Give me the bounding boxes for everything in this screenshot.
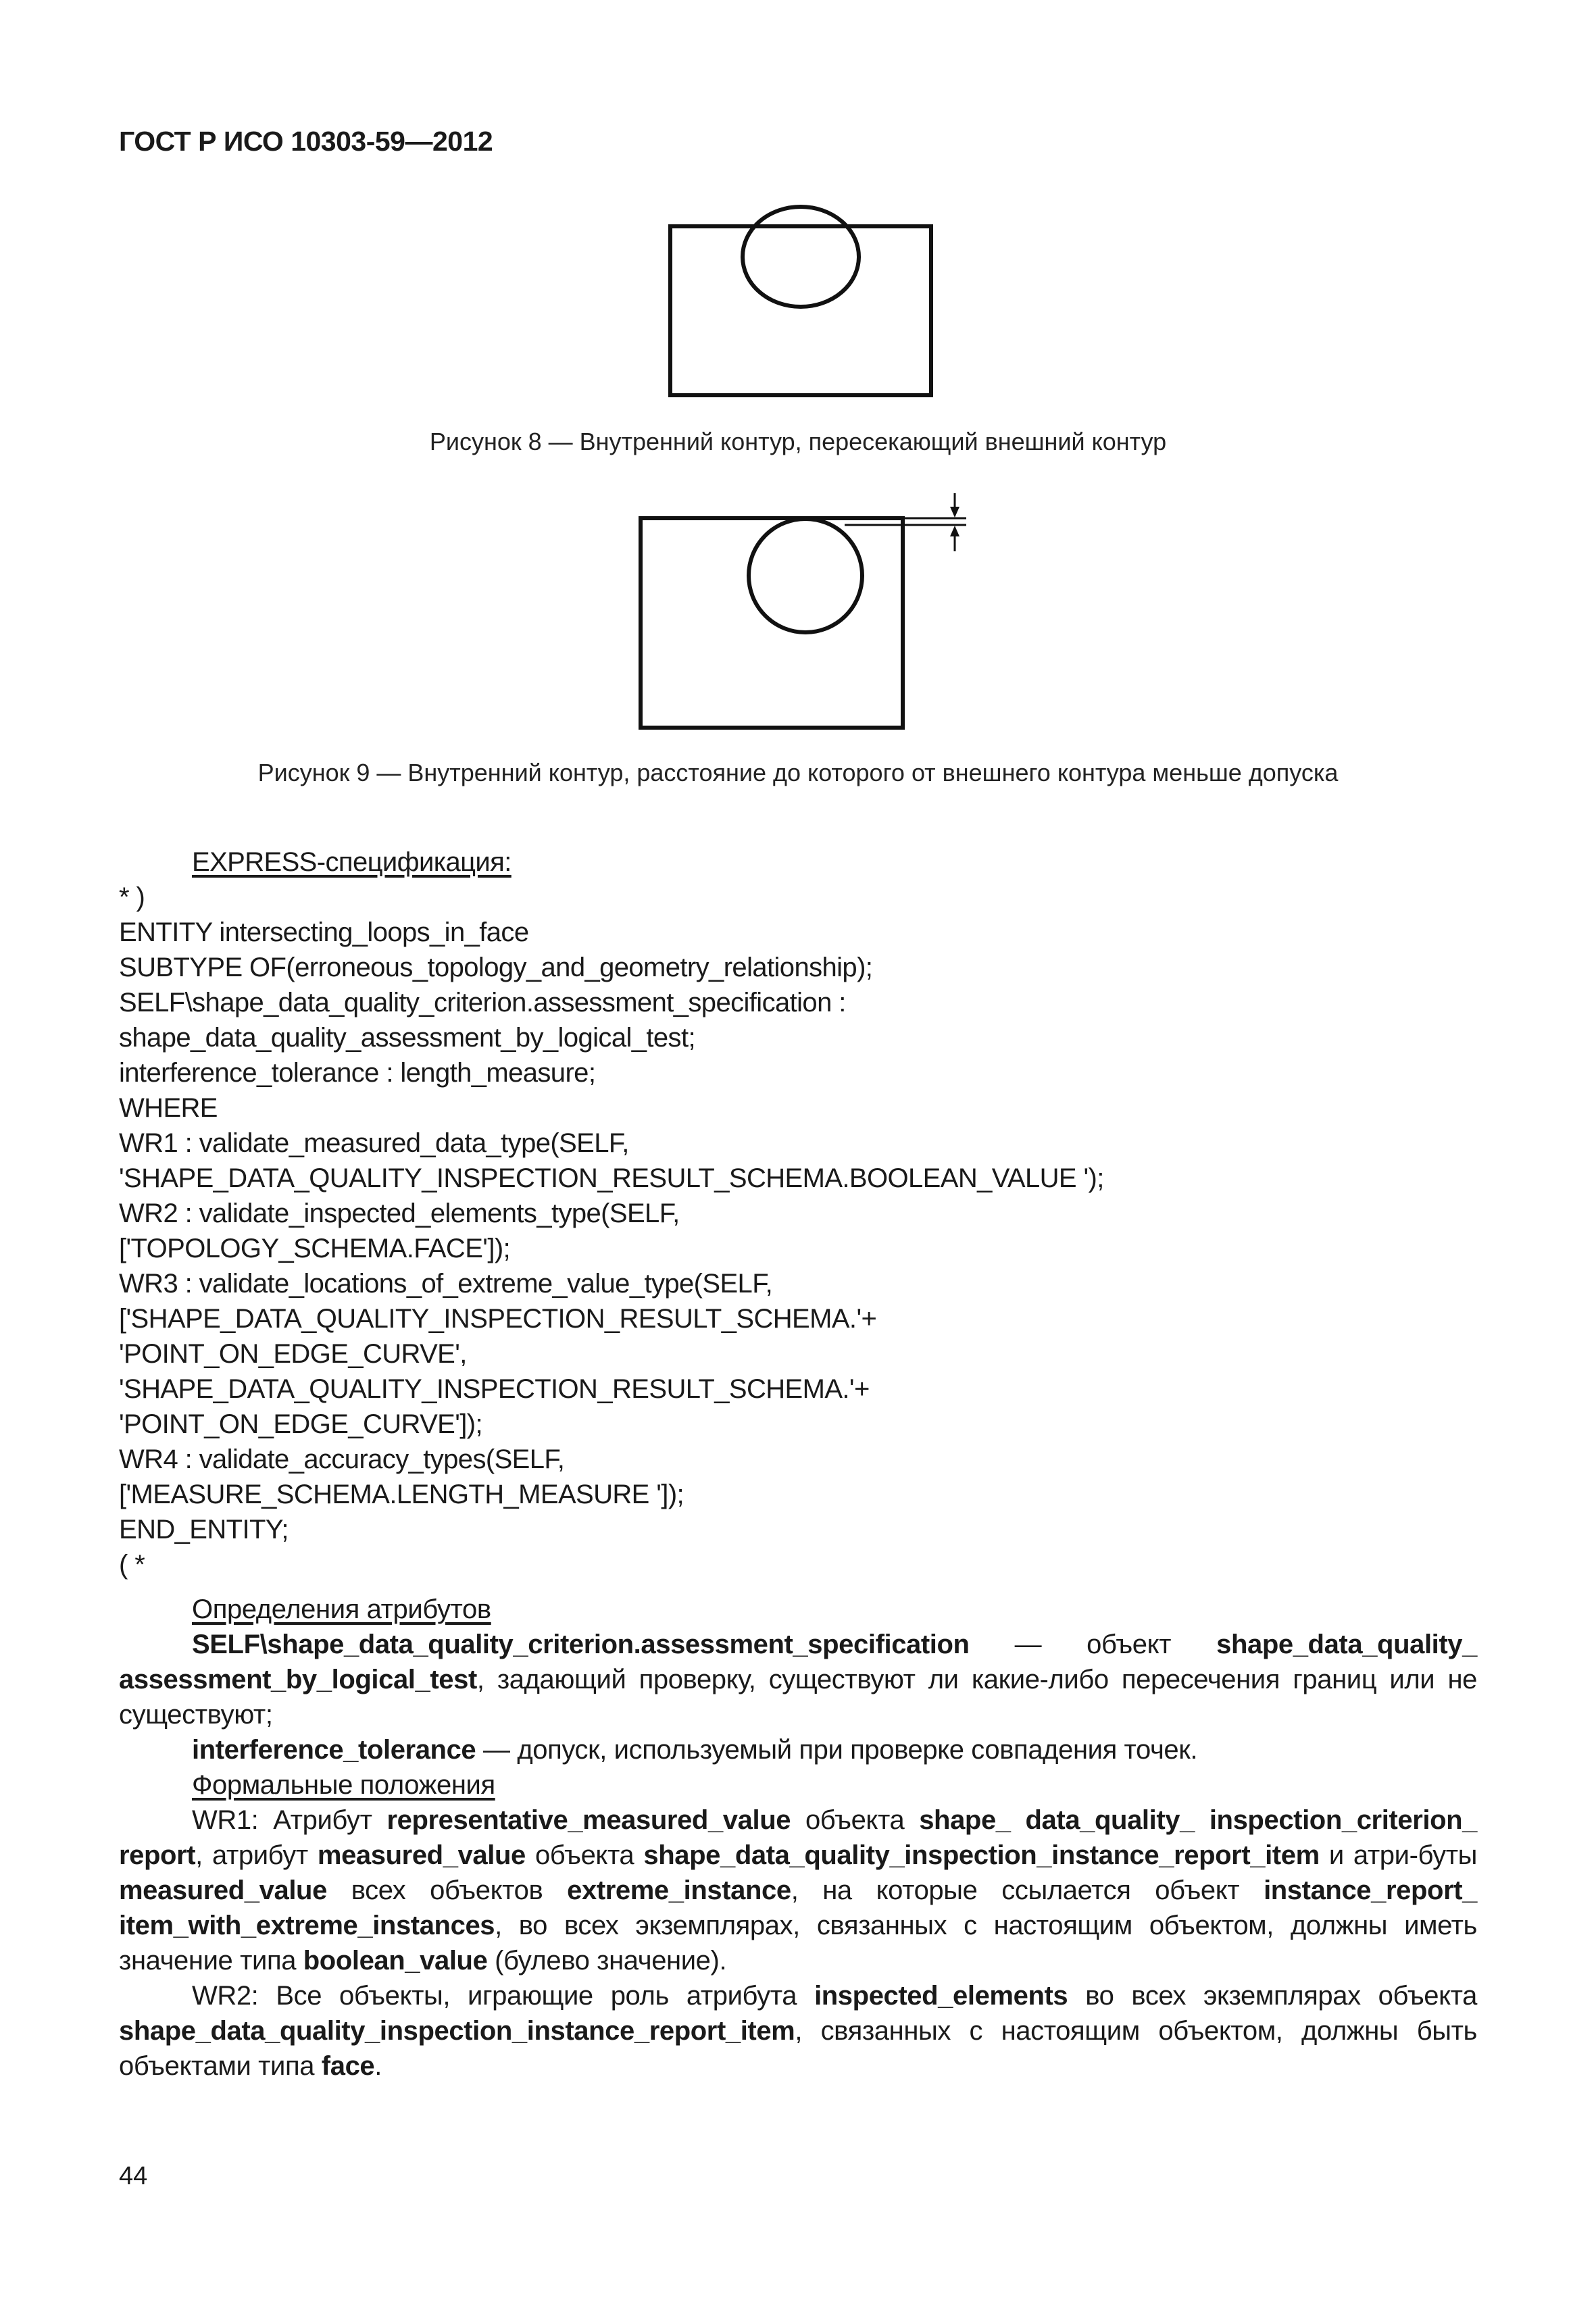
express-heading: EXPRESS-спецификация: bbox=[192, 847, 512, 877]
figure-8-diagram bbox=[662, 203, 946, 405]
entity-ref: shape_data_quality_ assessment_by_logical_test bbox=[119, 1630, 1477, 1694]
attribute-definitions bbox=[119, 1592, 1477, 2084]
express-line: interference_tolerance : length_measure; bbox=[119, 1058, 596, 1088]
express-line: * ) bbox=[119, 882, 145, 912]
page-number: 44 bbox=[119, 2162, 148, 2190]
figure-9-caption: Рисунок 9 — Внутренний контур, расстояние до которого от внешнего контура меньше допуска bbox=[257, 759, 1339, 786]
express-line: 'SHAPE_DATA_QUALITY_INSPECTION_RESULT_SCHEMA.BOOLEAN_VALUE '); bbox=[119, 1163, 1104, 1193]
express-line: WR3 : validate_locations_of_extreme_value_type(SELF, bbox=[119, 1269, 773, 1299]
express-line: ( * bbox=[119, 1550, 145, 1580]
formal-rule-wr2: WR2: Все объекты, играющие роль атрибута inspected_elements во всех экземплярах объекта shape_data_quality_inspection_instance_report_item, связанных с настоящим объектом, должны быть объектами типа face. bbox=[119, 1981, 1478, 2081]
express-line: SELF\shape_data_quality_criterion.assessment_specification : bbox=[119, 988, 846, 1017]
attribute-definition-2: interference_tolerance — допуск, используемый при проверке совпадения точек. bbox=[192, 1735, 1198, 1765]
tolerance-arrow-top-head bbox=[950, 507, 959, 518]
figure-8-caption: Рисунок 8 — Внутренний контур, пересекающий внешний контур bbox=[429, 428, 1167, 455]
express-line: END_ENTITY; bbox=[119, 1515, 289, 1544]
express-line: ['SHAPE_DATA_QUALITY_INSPECTION_RESULT_SCHEMA.'+ bbox=[119, 1304, 877, 1334]
attribute-name: SELF\shape_data_quality_criterion.assessment_specification bbox=[192, 1630, 970, 1659]
attribute-name: interference_tolerance bbox=[192, 1735, 476, 1765]
attributes-heading: Определения атрибутов bbox=[192, 1594, 491, 1624]
outer-loop-rect bbox=[670, 226, 931, 395]
express-line: ENTITY intersecting_loops_in_face bbox=[119, 917, 529, 947]
express-line: WR4 : validate_accuracy_types(SELF, bbox=[119, 1444, 565, 1474]
figure-9-diagram bbox=[628, 486, 980, 736]
attribute-definition-1: SELF\shape_data_quality_criterion.assessment_specification — объект shape_data_quality_ assessment_by_logical_test, задающий проверку, существуют ли какие-либо пересечения границ или не существуют; bbox=[119, 1630, 1477, 1730]
express-line: ['MEASURE_SCHEMA.LENGTH_MEASURE ']); bbox=[119, 1480, 684, 1509]
express-line: 'SHAPE_DATA_QUALITY_INSPECTION_RESULT_SCHEMA.'+ bbox=[119, 1374, 870, 1404]
formal-heading: Формальные положения bbox=[192, 1770, 495, 1800]
express-line: 'POINT_ON_EDGE_CURVE', bbox=[119, 1339, 467, 1369]
tolerance-arrow-bottom-head bbox=[950, 526, 959, 536]
express-line: WR2 : validate_inspected_elements_type(SELF, bbox=[119, 1199, 680, 1228]
express-line: SUBTYPE OF(erroneous_topology_and_geometry_relationship); bbox=[119, 953, 873, 982]
formal-rule-wr1: WR1: Атрибут representative_measured_value объекта shape_ data_quality_ inspection_criterion_ report, атрибут measured_value объекта shape_data_quality_inspection_instance_report_item и атри-буты measured_value всех объектов extreme_instance, на которые ссылается объект instance_report_ item_with_extreme_instances, во всех экземплярах, связанных с настоящим объектом, должны иметь значение типа boolean_value (булево значение). bbox=[119, 1805, 1478, 1976]
express-line: WR1 : validate_measured_data_type(SELF, bbox=[119, 1128, 629, 1158]
express-line: WHERE bbox=[119, 1093, 218, 1123]
express-line: shape_data_quality_assessment_by_logical_test; bbox=[119, 1023, 695, 1053]
inner-loop-circle bbox=[749, 519, 862, 632]
inner-loop-circle bbox=[743, 207, 859, 307]
express-line: ['TOPOLOGY_SCHEMA.FACE']); bbox=[119, 1234, 511, 1263]
document-header: ГОСТ Р ИСО 10303-59—2012 bbox=[119, 126, 493, 157]
express-specification bbox=[119, 845, 1484, 1582]
express-line: 'POINT_ON_EDGE_CURVE']); bbox=[119, 1409, 483, 1439]
